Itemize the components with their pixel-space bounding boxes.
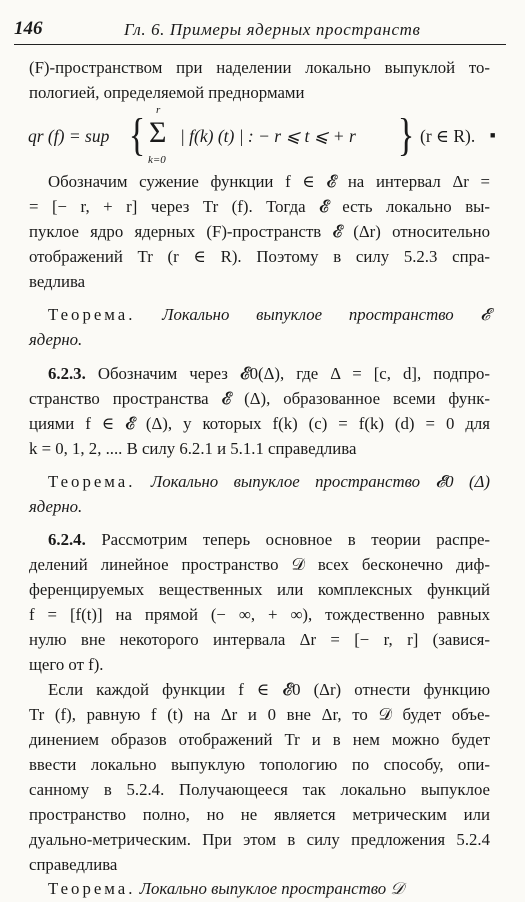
text-line: пуклое ядро ядерных (F)-пространств 𝓔 (Δr) относительно xyxy=(29,222,490,241)
text-line: Tr (f), равную f (t) на Δr и 0 вне Δr, то 𝒟 будет объе- xyxy=(29,705,490,724)
formula-open-brace: { xyxy=(128,109,146,160)
section-number: 6.2.4. xyxy=(48,530,86,549)
formula-lhs: qr (f) = sup xyxy=(28,126,110,146)
text-line: нулю вне некоторого интервала Δr = [− r, r] (завися- xyxy=(29,630,490,649)
theorem-label: Теорема. xyxy=(48,879,136,898)
text-line: ядерно. xyxy=(29,497,83,516)
theorem-statement: Локально выпуклое пространство 𝒟 xyxy=(135,879,404,898)
end-of-proof-mark: ■ xyxy=(490,130,496,140)
text-line: справедлива xyxy=(29,855,118,874)
text-line: ядерно. xyxy=(29,330,83,349)
theorem-statement: Локально выпуклое пространство 𝓔 xyxy=(162,305,490,324)
text-line: = [− r, + r] через Tr (f). Тогда 𝓔 есть локально вы- xyxy=(29,197,490,216)
text-line: Обозначим сужение функции f ∈ 𝓔 на интервал Δr = xyxy=(48,172,490,191)
theorem-line xyxy=(0,876,525,902)
formula-body: | f(k) (t) | : − r ⩽ t ⩽ + r xyxy=(180,126,356,146)
text-line: странство пространства 𝓔 (Δ), образованное всеми функ- xyxy=(29,389,490,408)
text-line: ведлива xyxy=(29,272,86,291)
section-number: 6.2.3. xyxy=(48,364,86,383)
formula-close-brace: } xyxy=(397,109,415,160)
section-line: 6.2.4. Рассмотрим теперь основное в теории распре- xyxy=(48,530,490,549)
theorem-label: Теорема. xyxy=(48,472,136,491)
text-line: Если каждой функции f ∈ 𝓔0 (Δr) отнести функцию xyxy=(48,680,490,699)
text-line: (F)-пространством при наделении локально выпуклой то- xyxy=(29,58,490,77)
page-number: 146 xyxy=(14,18,43,39)
formula-sum-lower: k=0 xyxy=(148,154,166,166)
text-line: циями f ∈ 𝓔 (Δ), у которых f(k) (c) = f(k) (d) = 0 для xyxy=(29,414,490,433)
section-line: 6.2.3. Обозначим через 𝓔0(Δ), где Δ = [c, d], подпро- xyxy=(48,364,490,383)
text-line: пространство полно, но не является метрическим или xyxy=(29,805,490,824)
running-title: Гл. 6. Примеры ядерных пространств xyxy=(124,20,421,39)
text-line: f = [f(t)] на прямой (− ∞, + ∞), тождественно равных xyxy=(29,605,490,624)
theorem-line xyxy=(0,302,525,328)
text-line: дуально-метрическим. При этом в силу предложения 5.2.4 xyxy=(29,830,490,849)
theorem-line xyxy=(0,469,525,495)
text-line: отображений Tr (r ∈ R). Поэтому в силу 5.2.3 спра- xyxy=(29,247,490,266)
text-line: динением образов отображений Tr и в нем можно будет xyxy=(29,730,490,749)
theorem-label: Теорема. xyxy=(48,305,136,324)
formula-sum-upper: r xyxy=(156,104,161,116)
text-line: делений линейное пространство 𝒟 всех бесконечно диф- xyxy=(29,555,490,574)
text-line: санному в 5.2.4. Получающееся так локально выпуклое xyxy=(29,780,490,799)
text-line: k = 0, 1, 2, .... В силу 6.2.1 и 5.1.1 справедлива xyxy=(29,439,357,458)
formula-condition: (r ∈ R). xyxy=(420,126,476,146)
text-line: ввести локально выпуклую топологию по способу, опи- xyxy=(29,755,490,774)
text-line: щего от f). xyxy=(29,655,104,674)
display-formula xyxy=(0,104,525,174)
running-header xyxy=(14,18,506,45)
formula-sigma: Σ xyxy=(149,116,167,149)
theorem-statement: Локально выпуклое пространство 𝓔0 (Δ) xyxy=(150,472,490,491)
text-line: пологией, определяемой преднормами xyxy=(29,83,305,102)
text-line: ференцируемых вещественных или комплексных функций xyxy=(29,580,490,599)
